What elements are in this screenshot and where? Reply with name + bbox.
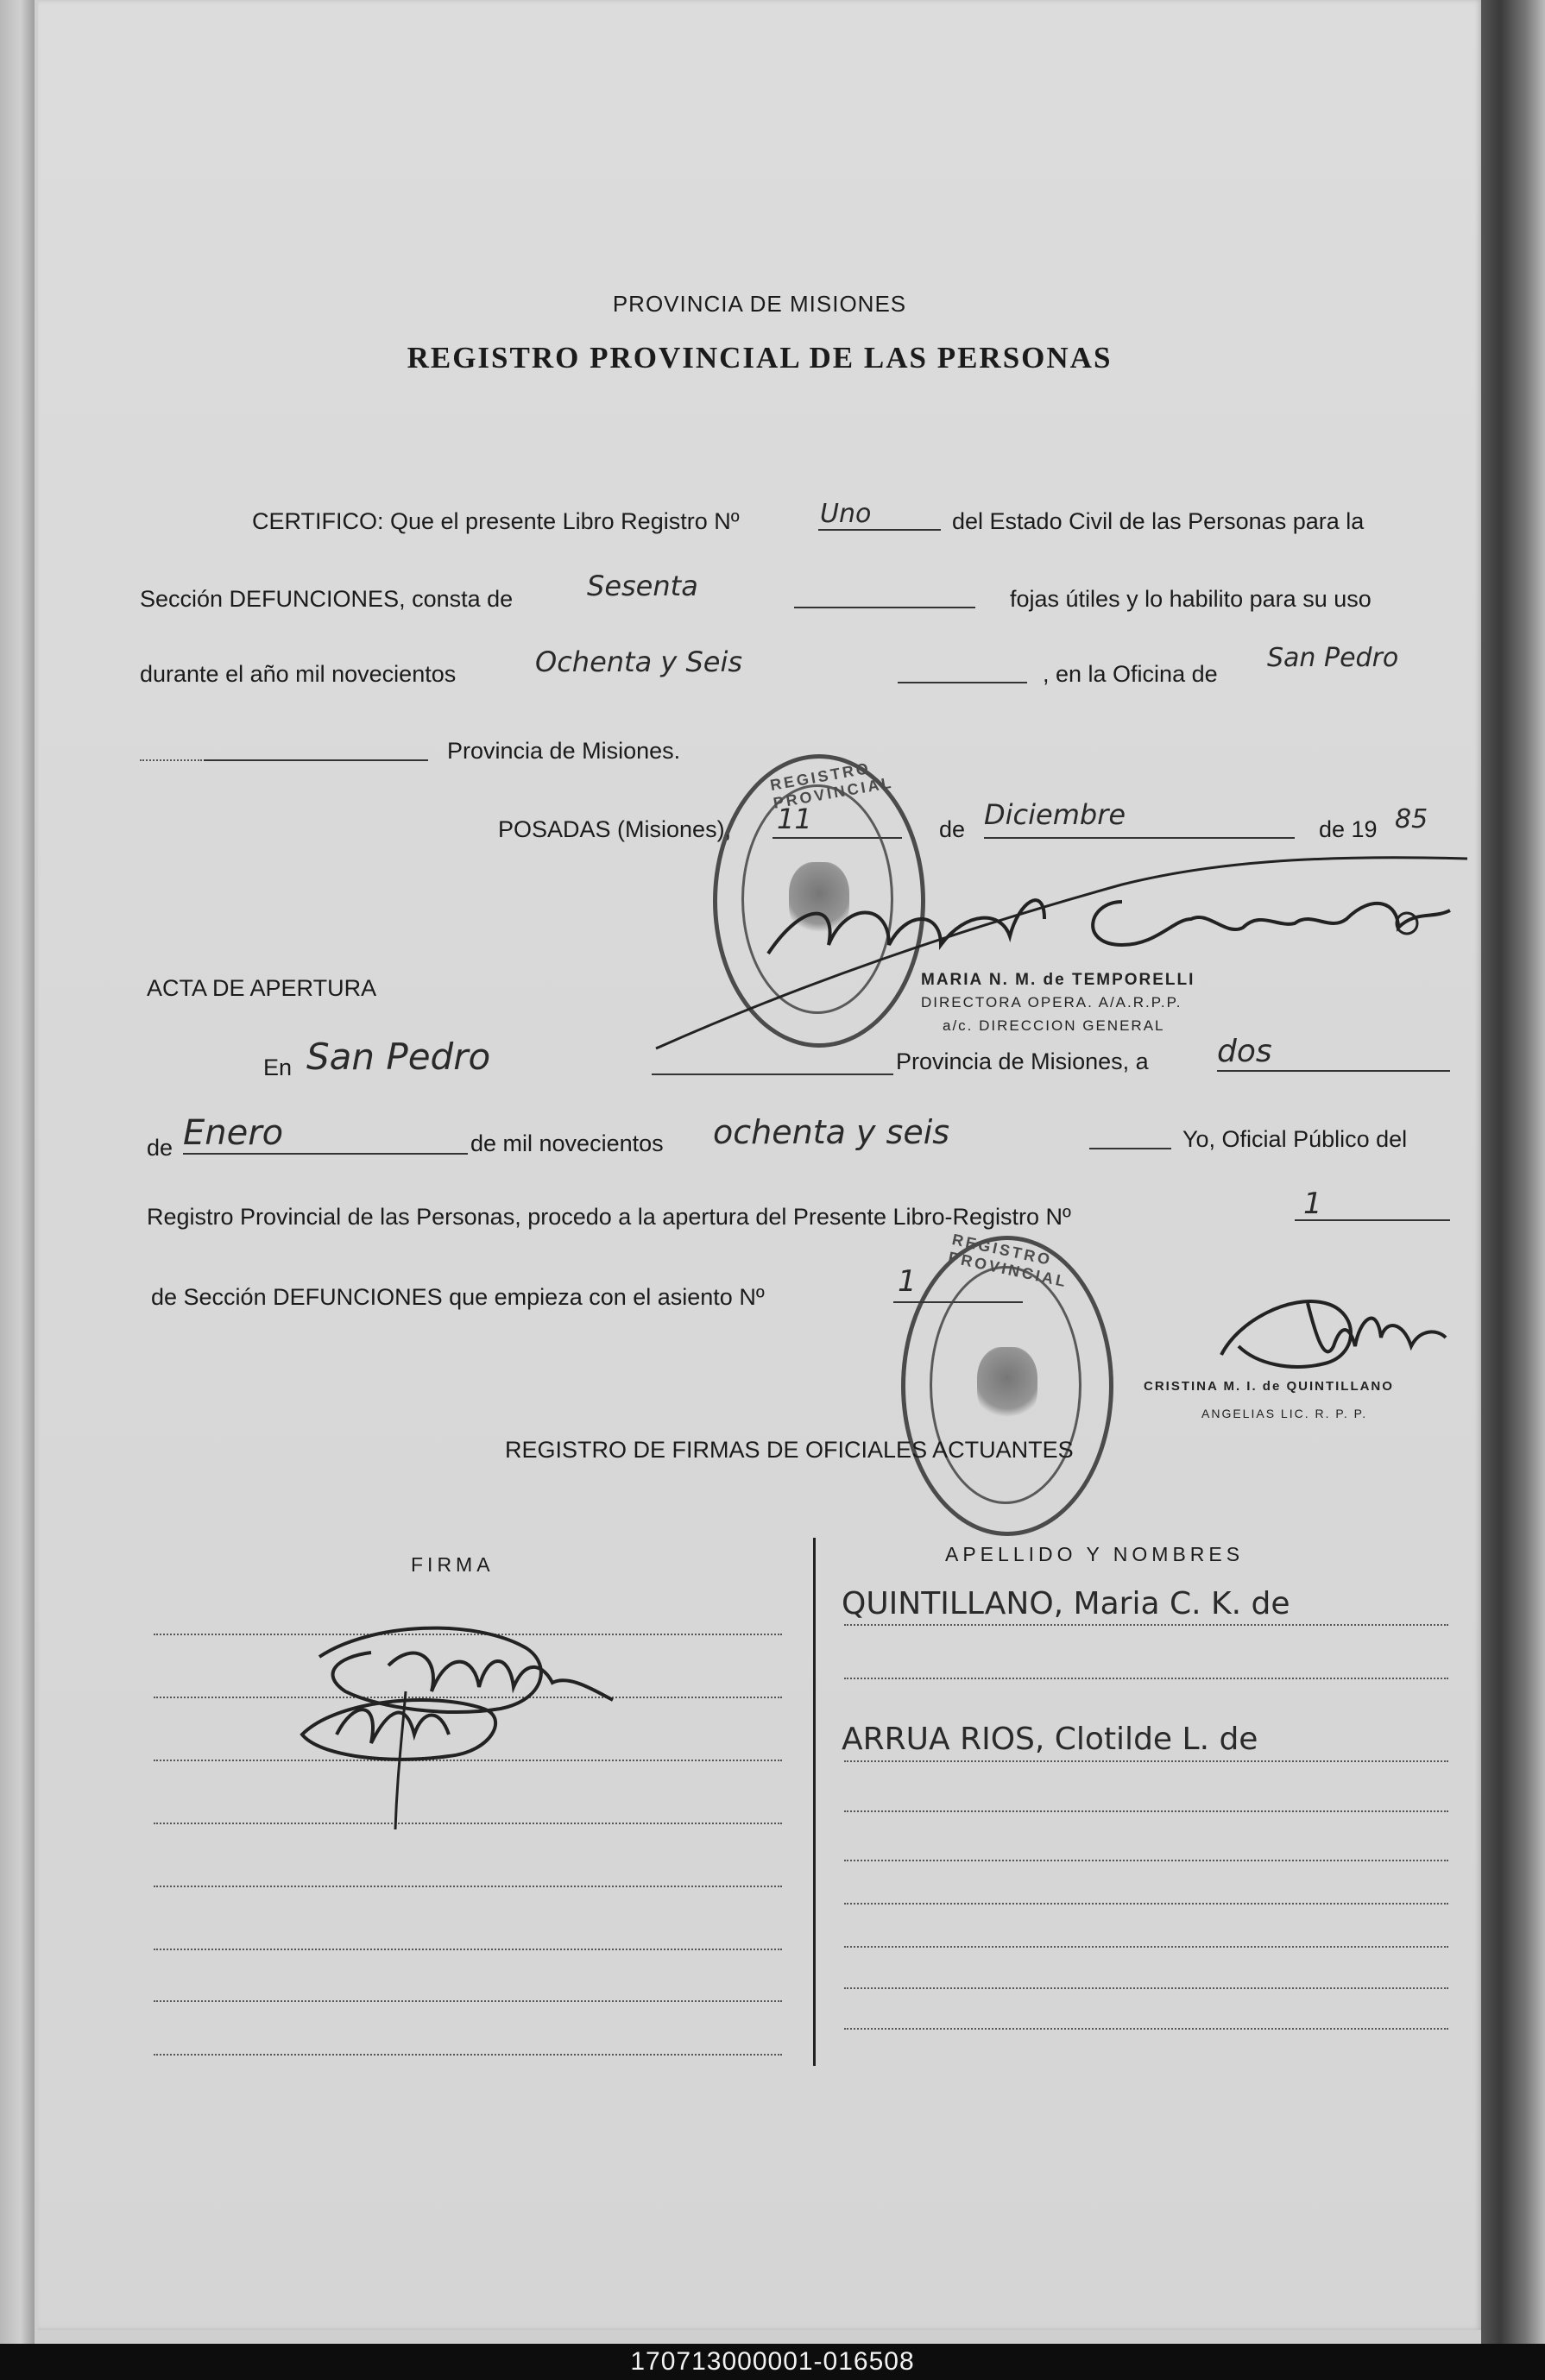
opening-en: En	[263, 1055, 293, 1080]
cert-year-hw: Ochenta y Seis	[535, 645, 743, 678]
column-divider	[813, 1538, 816, 2066]
col-header-names: APELLIDO Y NOMBRES	[945, 1543, 1245, 1565]
opening-day-hw: dos	[1217, 1034, 1272, 1069]
cert-line1-suffix: del Estado Civil de las Personas para la	[952, 508, 1365, 534]
director-title: DIRECTORA OPERA. A/A.R.P.P.	[921, 994, 1182, 1011]
opening-place-underline	[652, 1074, 893, 1075]
sign-line-7	[154, 2000, 782, 2002]
names-line-4	[844, 1810, 1448, 1812]
date-year-prefix: de 19	[1319, 816, 1378, 842]
opening-month-hw: Enero	[183, 1113, 284, 1153]
opening-act-heading: ACTA DE APERTURA	[147, 975, 377, 1001]
date-de: de	[939, 816, 966, 842]
names-line-5	[844, 1860, 1448, 1861]
image-id-bar	[0, 2344, 1545, 2380]
date-month-hw: Diciembre	[984, 798, 1126, 831]
names-line-6	[844, 1903, 1448, 1905]
date-year-hw: 85	[1395, 804, 1428, 834]
opening-day-underline	[1217, 1070, 1450, 1072]
registry-seal-stamp-1: REGISTRO PROVINCIAL	[713, 754, 925, 1048]
date-month-underline	[984, 837, 1295, 839]
cert-line2-underline	[794, 607, 975, 608]
province-title: PROVINCIA DE MISIONES	[612, 291, 907, 317]
names-line-3	[844, 1760, 1448, 1762]
col-header-firma: FIRMA	[411, 1553, 495, 1576]
cert-office-hw: San Pedro	[1267, 643, 1399, 673]
signatures-register-heading: REGISTRO DE FIRMAS DE OFICIALES ACTUANTES	[505, 1437, 1074, 1463]
director-title-2: a/c. DIRECCION GENERAL	[943, 1017, 1165, 1034]
registry-seal-stamp-2: REGISTRO PROVINCIAL	[901, 1236, 1113, 1536]
date-prefix: POSADAS (Misiones),	[498, 816, 732, 842]
names-line-2	[844, 1678, 1448, 1679]
cert-line2-prefix: Sección DEFUNCIONES, consta de	[140, 586, 514, 612]
opening-prov-text: Provincia de Misiones, a	[896, 1048, 1149, 1074]
names-line-7	[844, 1946, 1448, 1948]
registry-title: REGISTRO PROVINCIAL DE LAS PERSONAS	[407, 341, 1113, 375]
director-name: MARIA N. M. de TEMPORELLI	[921, 971, 1195, 989]
cert-line1-underline	[818, 529, 941, 531]
image-id-text: 170713000001-016508	[630, 2347, 915, 2376]
opening-month-underline	[183, 1153, 468, 1155]
opening-entry-hw: 1	[898, 1264, 917, 1299]
opening-year-prefix: de mil novecientos	[470, 1130, 664, 1156]
coat-of-arms-icon-2	[977, 1347, 1037, 1425]
officer-name-1-hw: QUINTILLANO, Maria C. K. de	[842, 1586, 1290, 1621]
opening-line4: de Sección DEFUNCIONES que empieza con el asiento Nº	[151, 1284, 765, 1310]
cert-line3-mid: , en la Oficina de	[1043, 661, 1218, 687]
officer-name-2-hw: ARRUA RIOS, Clotilde L. de	[842, 1722, 1258, 1757]
cert-line4-dots	[140, 759, 202, 761]
sign-line-8	[154, 2054, 782, 2056]
firma-signatures	[285, 1605, 630, 1838]
cert-pages-hw: Sesenta	[587, 570, 698, 602]
date-day-hw: 11	[777, 803, 812, 835]
quintillano-title: ANGELIAS LIC. R. P. P.	[1201, 1407, 1368, 1420]
names-line-1	[844, 1624, 1448, 1626]
opening-year-underline	[1089, 1148, 1171, 1149]
cert-line3-prefix: durante el año mil novecientos	[140, 661, 457, 687]
cert-line4-underline	[204, 759, 428, 761]
cert-line3-underline	[898, 682, 1027, 683]
quintillano-name: CRISTINA M. I. de QUINTILLANO	[1144, 1379, 1394, 1394]
opening-year-hw: ochenta y seis	[713, 1113, 950, 1151]
names-line-9	[844, 2028, 1448, 2030]
cert-book-number-hw: Uno	[820, 499, 872, 529]
sign-line-5	[154, 1886, 782, 1887]
opening-line3: Registro Provincial de las Personas, procedo a la apertura del Presente Libro-Registro Nº	[147, 1204, 1071, 1230]
sign-line-6	[154, 1949, 782, 1950]
opening-de: de	[147, 1135, 173, 1161]
cert-line2-suffix: fojas útiles y lo habilito para su uso	[1010, 586, 1372, 612]
cert-line1-prefix: CERTIFICO: Que el presente Libro Registro Nº	[252, 508, 740, 534]
cert-line4-text: Provincia de Misiones.	[447, 738, 681, 764]
opening-year-suffix: Yo, Oficial Público del	[1182, 1126, 1408, 1152]
opening-book-hw: 1	[1303, 1187, 1322, 1221]
opening-book-underline	[1295, 1219, 1450, 1221]
names-line-8	[844, 1987, 1448, 1989]
opening-place-hw: San Pedro	[306, 1036, 491, 1078]
